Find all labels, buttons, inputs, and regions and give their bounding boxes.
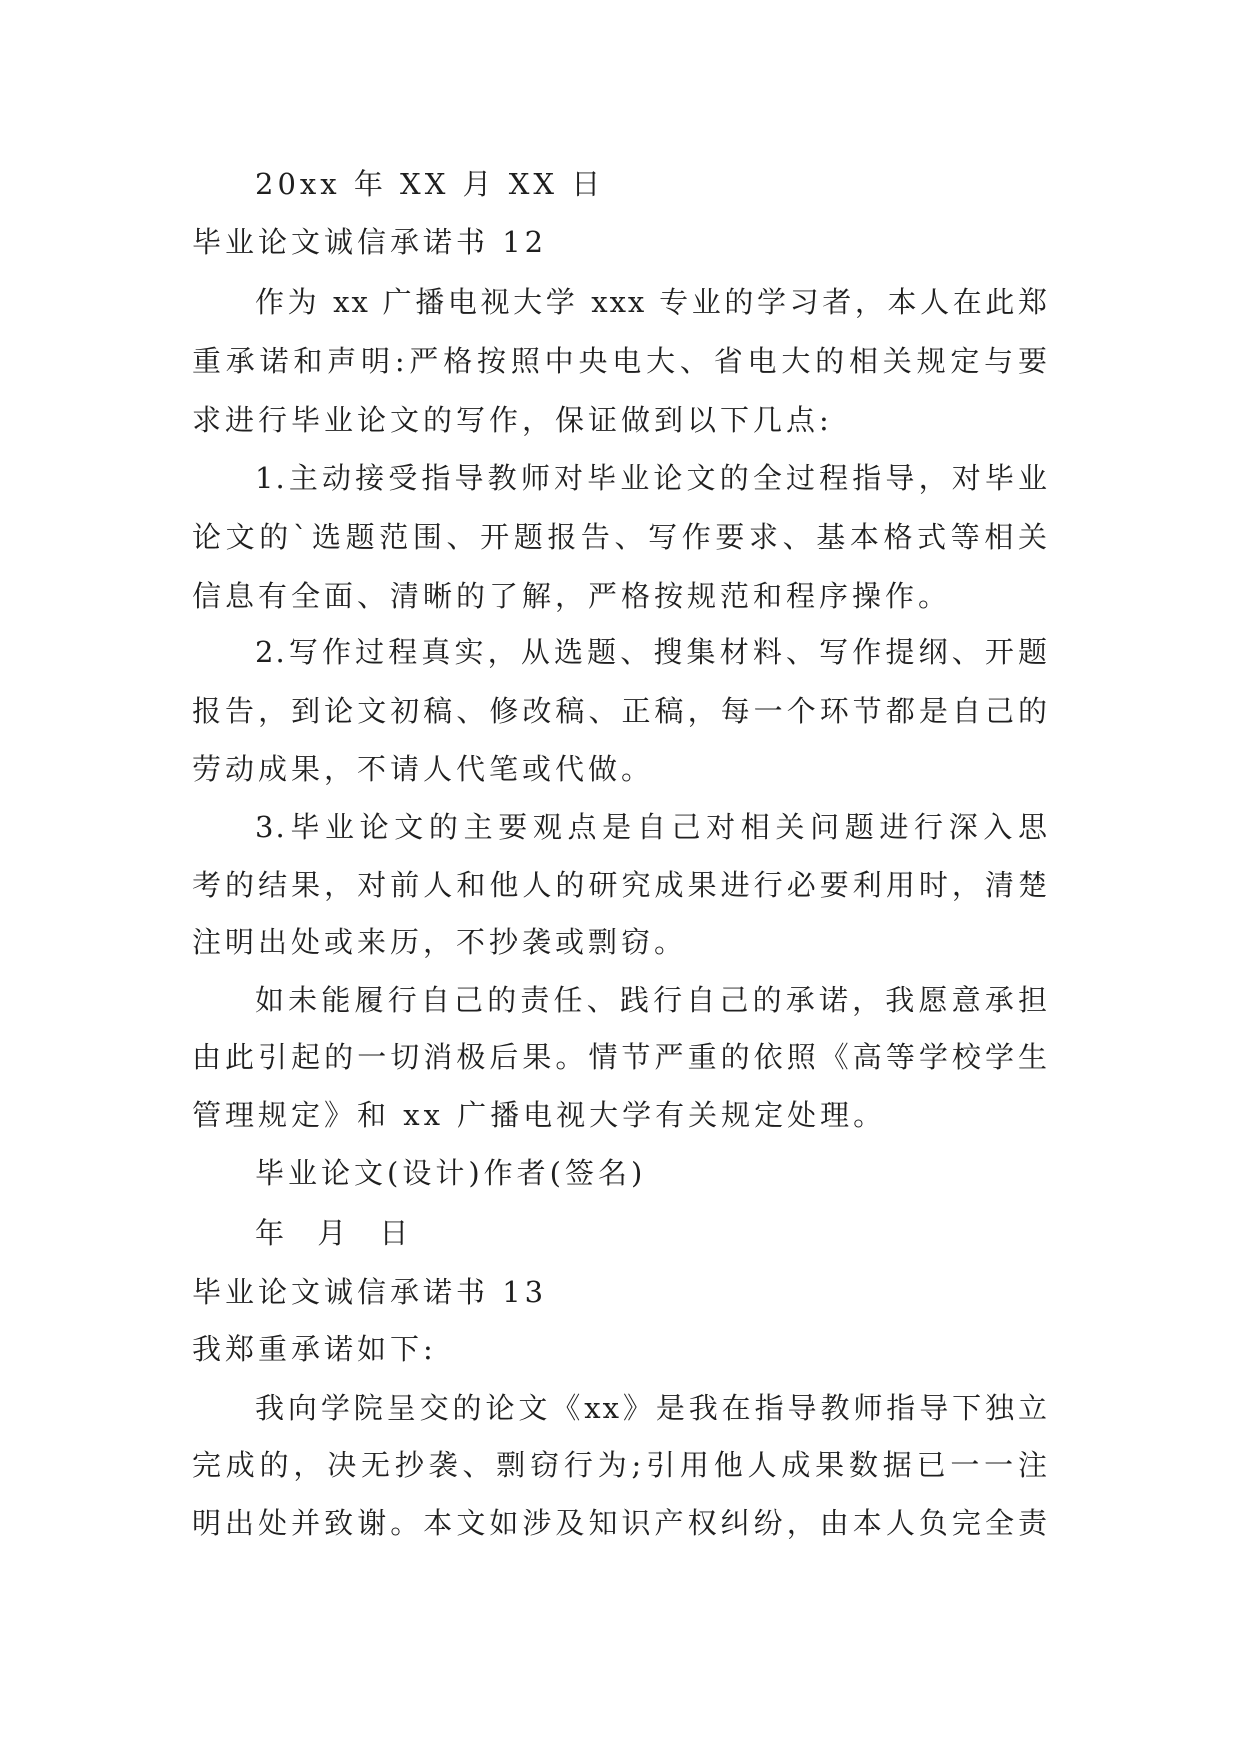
text-line: 1.主动接受指导教师对毕业论文的全过程指导，对毕业: [255, 461, 1049, 495]
text-line: 管理规定》和 xx 广播电视大学有关规定处理。: [192, 1098, 887, 1132]
section-title: 毕业论文诚信承诺书 12: [192, 225, 548, 259]
text-line: 明出处并致谢。本文如涉及知识产权纠纷，由本人负完全责: [192, 1506, 1049, 1540]
text-line: 报告，到论文初稿、修改稿、正稿，每一个环节都是自己的: [192, 694, 1049, 728]
text-line: 2.写作过程真实，从选题、搜集材料、写作提纲、开题: [255, 635, 1049, 669]
text-line: 劳动成果，不请人代笔或代做。: [192, 752, 655, 786]
section-title: 毕业论文诚信承诺书 13: [192, 1275, 548, 1309]
intro-line: 我郑重承诺如下:: [192, 1332, 437, 1366]
text-line: 我向学院呈交的论文《xx》是我在指导教师指导下独立: [255, 1391, 1049, 1425]
text-line: 3.毕业论文的主要观点是自己对相关问题进行深入思: [255, 810, 1049, 844]
text-line: 信息有全面、清晰的了解，严格按规范和程序操作。: [192, 579, 952, 613]
text-line: 论文的`选题范围、开题报告、写作要求、基本格式等相关: [192, 520, 1049, 554]
text-line: 由此引起的一切消极后果。情节严重的依照《高等学校学生: [192, 1040, 1049, 1074]
text-line: 重承诺和声明:严格按照中央电大、省电大的相关规定与要: [192, 344, 1049, 378]
text-line: 考的结果，对前人和他人的研究成果进行必要利用时，清楚: [192, 868, 1049, 902]
text-line: 作为 xx 广播电视大学 xxx 专业的学习者，本人在此郑: [255, 285, 1049, 319]
text-line: 注明出处或来历，不抄袭或剽窃。: [192, 925, 688, 959]
text-line: 求进行毕业论文的写作，保证做到以下几点:: [192, 403, 833, 437]
text-line: 完成的，决无抄袭、剽窃行为;引用他人成果数据已一一注: [192, 1448, 1049, 1482]
signature-line: 毕业论文(设计)作者(签名): [255, 1156, 647, 1190]
date-line: 20xx 年 XX 月 XX 日: [255, 167, 605, 201]
text-line: 如未能履行自己的责任、践行自己的承诺，我愿意承担: [255, 983, 1049, 1017]
signature-date-line: 年 月 日: [255, 1216, 413, 1250]
